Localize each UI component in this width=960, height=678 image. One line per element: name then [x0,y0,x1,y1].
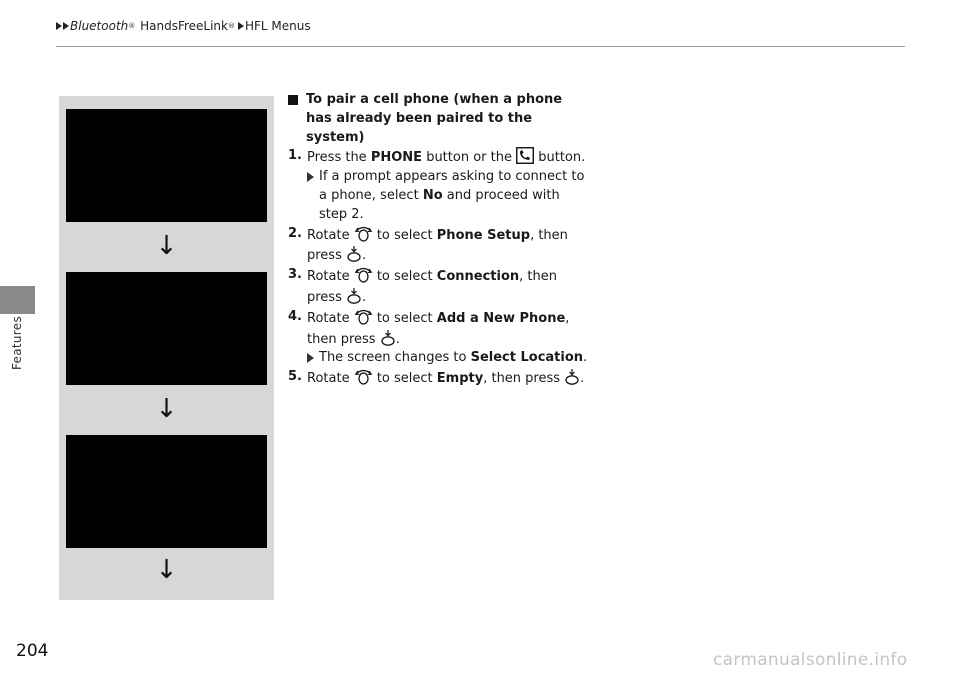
screen-image [66,272,267,385]
breadcrumb [56,19,311,33]
breadcrumb-arrow-icon [56,22,62,30]
registered-mark: ® [227,22,235,30]
section-tab [0,286,35,314]
interface-dial-press-icon [346,245,362,262]
breadcrumb-bluetooth: Bluetooth [70,19,129,33]
breadcrumb-handsfreelink: HandsFreeLink [140,19,228,33]
down-arrow-icon: ↓ [155,394,178,424]
interface-dial-rotate-icon [354,308,373,325]
interface-dial-press-icon [564,368,580,385]
step-1-note: If a prompt appears asking to connect to a phone, select No and proceed with step 2. [288,168,588,224]
down-arrow-icon: ↓ [155,231,178,261]
breadcrumb-hfl-menus: HFL Menus [244,19,311,33]
screen-image [66,109,267,222]
step-2: 2. Rotate to select Phone Setup, then press . [288,225,568,264]
step-5: 5. Rotate to select Empty, then press . [288,369,585,387]
registered-mark: ® [128,22,136,30]
instructions [288,91,588,389]
step-3: 3. Rotate to select Connection, then press . [288,267,557,305]
bullet-square-icon [288,95,298,105]
interface-dial-rotate-icon [354,368,373,385]
interface-dial-rotate-icon [354,266,373,283]
down-arrow-icon: ↓ [155,555,178,585]
result-arrow-icon [307,172,314,182]
breadcrumb-arrow-icon [63,22,69,30]
phone-button-icon [516,147,534,164]
step-4-note: The screen changes to Select Location. [288,349,588,368]
result-arrow-icon [307,353,314,363]
interface-dial-rotate-icon [354,225,373,242]
section-heading: To pair a cell phone (when a phone has already been paired to the system) [288,91,588,147]
interface-dial-press-icon [346,287,362,304]
page-number: 204 [16,641,49,661]
section-label: Features [10,316,24,370]
interface-dial-press-icon [380,329,396,346]
screen-illustration-panel [59,96,274,600]
step-1: 1. Press the PHONE button or the button. [288,148,586,166]
breadcrumb-arrow-icon [238,22,244,30]
watermark: carmanualsonline.info [713,650,908,670]
step-4: 4. Rotate to select Add a New Phone, then press . [288,308,570,347]
screen-image [66,435,267,548]
header-rule [56,46,905,47]
